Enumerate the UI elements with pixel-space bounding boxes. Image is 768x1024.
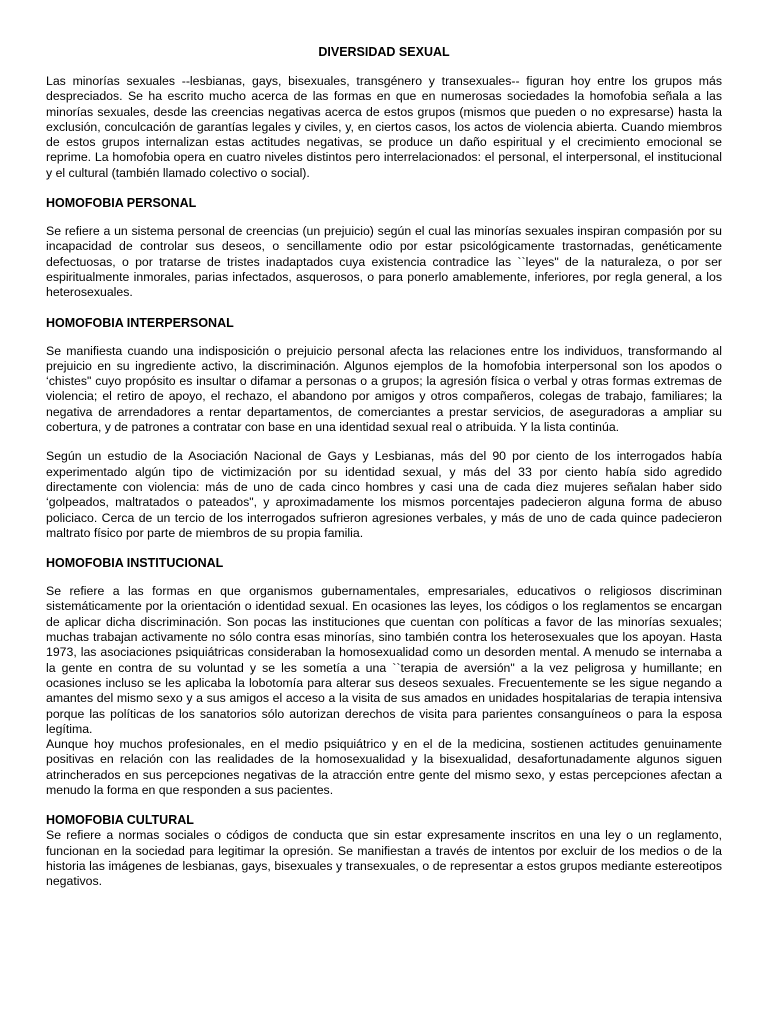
paragraph-interpersonal-2: Según un estudio de la Asociación Nacional de Gays y Lesbianas, más del 90 por ciento de los interrogados había experimentado algún tipo de victimización por su identidad sexual, y más del 33 por ciento había sido agredido directamente con violencia: más de uno de cada cinco hombres y casi una de cada diez mujeres señalan haber sido ‘golpeados, maltratados o pateados", y aproximadamente los mismos porcentajes padecieron alguna forma de abuso policiaco. Cerca de un tercio de los interrogados sufrieron agresiones verbales, y más de uno de cada quince padecieron maltrato físico por parte de miembros de su propia familia. [46,449,722,540]
heading-homofobia-interpersonal: HOMOFOBIA INTERPERSONAL [46,315,234,330]
paragraph-institucional-1: Se refiere a las formas en que organismos gubernamentales, empresariales, educativos o religiosos discriminan sistemáticamente por la orientación o identidad sexual. En ocasiones las leyes, los códigos o los reglamentos se encargan de aplicar dicha discriminación. Son pocas las instituciones que cuentan con políticas a favor de las minorías sexuales; muchas trabajan activamente no sólo contra esas minorías, sino también contra los heterosexuales que los apoyan. Hasta 1973, las asociaciones psiquiátricas consideraban la homosexualidad como un desorden mental. A menudo se internaba a la gente en contra de su voluntad y se les sometía a una ``terapia de aversión" a la vez peligrosa y humillante; en ocasiones incluso se les aplicaba la lobotomía para alterar sus deseos sexuales. Frecuentemente se les sigue negando a amantes del mismo sexo y a sus amigos el acceso a la visita de sus amados en unidades hospitalarias de terapia intensiva porque las políticas de los sanatorios sólo autorizan derechos de visita para parientes consanguíneos o para la esposa legítima. [46,584,722,736]
paragraph-personal: Se refiere a un sistema personal de creencias (un prejuicio) según el cual las minorías sexuales inspiran compasión por su incapacidad de controlar sus deseos, o sencillamente odio por estar psicológicamente trastornadas, genéticamente defectuosas, o por tratarse de tristes inadaptados cuya existencia contradice las ``leyes" de la naturaleza, o por ser espiritualmente inmorales, parias infectados, asquerosos, o para ponerlo amablemente, inferiores, por regla general, a los heterosexuales. [46,224,722,300]
paragraph-cultural: Se refiere a normas sociales o códigos de conducta que sin estar expresamente inscritos en una ley o un reglamento, funcionan en la sociedad para legitimar la opresión. Se manifiestan a través de intentos por excluir de los medios o de la historia las imágenes de lesbianas, gays, bisexuales y transexuales, o de representar a estos grupos mediante estereotipos negativos. [46,828,722,889]
paragraph-interpersonal-1: Se manifiesta cuando una indisposición o prejuicio personal afecta las relaciones entre los individuos, transformando al prejuicio en su ingrediente activo, la discriminación. Algunos ejemplos de la homofobia interpersonal son los apodos o ‘chistes" cuyo propósito es insultar o difamar a personas o a grupos; la agresión física o verbal y otras formas extremas de violencia; el retiro de apoyo, el rechazo, el abandono por amigos y otros compañeros, colegas de trabajo, familiares; la negativa de arrendadores a rentar departamentos, de comerciantes a prestar servicios, de aseguradoras a ampliar su cobertura, y de patrones a contratar con base en una identidad sexual real o atribuida. Y la lista continúa. [46,343,722,435]
paragraph-institucional-2: Aunque hoy muchos profesionales, en el medio psiquiátrico y en el de la medicina, sostienen actitudes genuinamente positivas en relación con las realidades de la homosexualidad y la bisexualidad, desafortunadamente algunos siguen atrincherados en sus percepciones negativas de la atracción entre gente del mismo sexo, y estas percepciones afectan a menudo la forma en que responden a sus pacientes. [46,737,722,797]
document-title: DIVERSIDAD SEXUAL [318,45,450,59]
intro-paragraph: Las minorías sexuales --lesbianas, gays, bisexuales, transgénero y transexuales-- figuran hoy entre los grupos más despreciados. Se ha escrito mucho acerca de las formas en que en numerosas sociedades la homofobia señala a las minorías sexuales, desde las creencias negativas acerca de estos grupos (mismos que pueden o no expresarse) hasta la exclusión, conculcación de garantías legales y civiles, y, en ciertos casos, los actos de violencia abierta. Cuando miembros de estos grupos internalizan estas actitudes negativas, se produce un daño espiritual y el crecimiento emocional se reprime. La homofobia opera en cuatro niveles distintos pero interrelacionados: el personal, el interpersonal, el institucional y el cultural (también llamado colectivo o social). [46,74,722,180]
heading-homofobia-cultural: HOMOFOBIA CULTURAL [46,813,194,828]
heading-homofobia-personal: HOMOFOBIA PERSONAL [46,196,197,211]
heading-homofobia-institucional: HOMOFOBIA INSTITUCIONAL [46,556,224,571]
